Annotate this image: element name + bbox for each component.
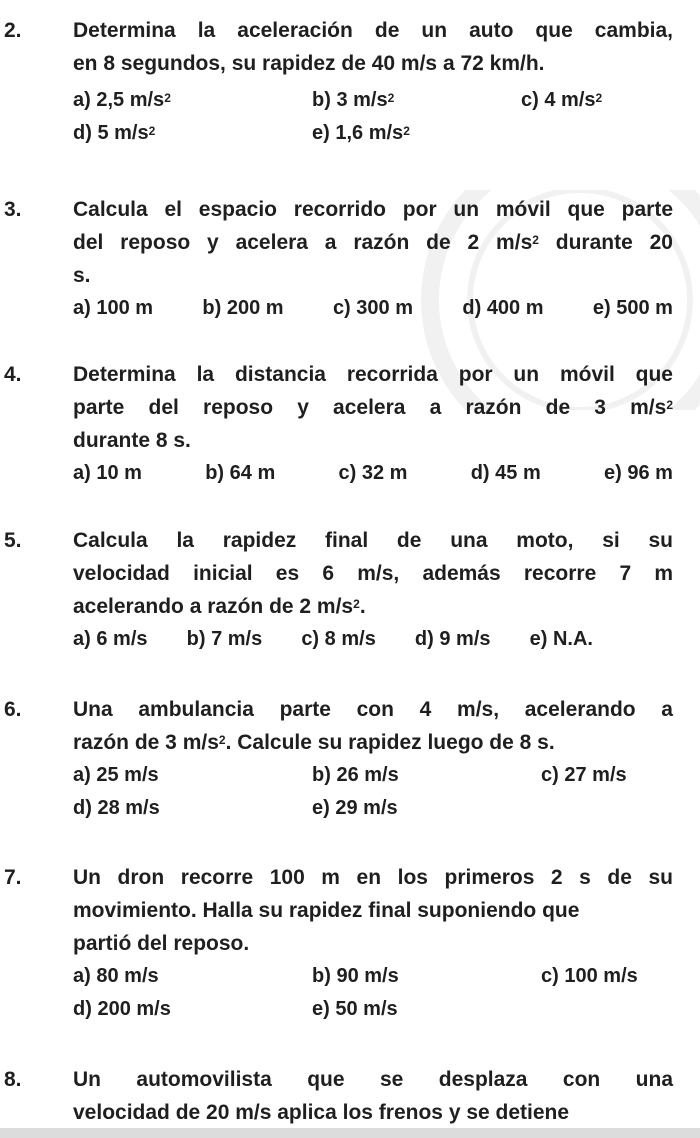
statement-line: Un dron recorre 100 m en los primeros 2 s de su <box>73 866 673 889</box>
statement-line: Calcula el espacio recorrido por un móvil que parte <box>73 198 673 221</box>
option-b[interactable]: b) 90 m/s <box>312 965 399 987</box>
option-e[interactable]: e) 96 m <box>604 462 673 484</box>
question-number: 7. <box>4 866 22 889</box>
answer-options <box>73 960 673 1026</box>
option-c[interactable]: c) 4 $m/s^2$ <box>521 89 603 111</box>
option-a[interactable]: a) 10 m <box>73 462 142 484</box>
option-c[interactable]: c) 27 m/s <box>541 764 627 786</box>
option-d[interactable]: d) 5 $m/s^2$ <box>73 122 156 144</box>
option-c[interactable]: c) 100 m/s <box>541 965 638 987</box>
option-b[interactable]: b) 7 m/s <box>186 628 263 650</box>
question-number: 3. <box>4 198 22 221</box>
option-a[interactable]: a) 80 m/s <box>73 965 159 987</box>
answer-options <box>73 759 673 825</box>
statement-line: parte del reposo y acelera a razón de 3 $m/s^2$ <box>73 396 673 419</box>
answer-options <box>73 84 673 150</box>
statement-line: Un automovilista que se desplaza con una <box>73 1068 673 1091</box>
option-e[interactable]: e) 50 m/s <box>312 998 398 1020</box>
statement-line: Calcula la rapidez final de una moto, si su <box>73 529 673 552</box>
question-statement <box>73 861 673 960</box>
answer-options <box>73 457 673 490</box>
statement-line: del reposo y acelera a razón de 2 $m/s^2$ durante 20 <box>73 231 673 254</box>
question-number: 6. <box>4 698 22 721</box>
statement-line: velocidad inicial es 6 m/s, además recorre 7 m <box>73 562 673 585</box>
statement-line: movimiento. Halla su rapidez final suponiendo que <box>73 899 580 922</box>
option-c[interactable]: c) 8 m/s <box>301 628 376 650</box>
question-number: 5. <box>4 529 22 552</box>
option-e[interactable]: e) N.A. <box>529 628 593 650</box>
option-e[interactable]: e) 29 m/s <box>312 797 398 819</box>
option-e[interactable]: e) 500 m <box>592 297 673 319</box>
statement-line: Determina la aceleración de un auto que cambia, <box>73 19 673 42</box>
statement-line: durante 8 s. <box>73 429 191 452</box>
question-statement <box>73 358 673 457</box>
option-a[interactable]: a) 6 m/s <box>73 628 148 650</box>
question-statement <box>73 1063 673 1129</box>
option-a[interactable]: a) 2,5 $m/s^2$ <box>73 89 171 111</box>
option-d[interactable]: d) 28 m/s <box>73 797 160 819</box>
option-d[interactable]: d) 400 m <box>462 297 544 319</box>
question-statement <box>73 14 673 80</box>
question-statement <box>73 693 673 759</box>
option-c[interactable]: c) 32 m <box>338 462 408 484</box>
option-b[interactable]: b) 26 m/s <box>312 764 399 786</box>
statement-line: Una ambulancia parte con 4 m/s, acelerando a <box>73 698 673 721</box>
option-c[interactable]: c) 300 m <box>332 297 414 319</box>
answer-options <box>73 623 673 656</box>
page-bottom-edge <box>0 1128 700 1138</box>
statement-line: razón de 3 $m/s^2$. Calcule su rapidez luego de 8 s. <box>73 731 555 754</box>
statement-line: partió del reposo. <box>73 932 250 955</box>
statement-line: s. <box>73 264 91 287</box>
question-statement <box>73 193 673 292</box>
option-d[interactable]: d) 200 m/s <box>73 998 171 1020</box>
statement-line: acelerando a razón de 2 $m/s^2$. <box>73 595 366 618</box>
option-b[interactable]: b) 200 m <box>202 297 284 319</box>
option-a[interactable]: a) 25 m/s <box>73 764 159 786</box>
option-b[interactable]: b) 3 $m/s^2$ <box>312 89 395 111</box>
question-number: 2. <box>4 19 22 42</box>
answer-options <box>73 292 673 325</box>
option-a[interactable]: a) 100 m <box>73 297 154 319</box>
statement-line: en 8 segundos, su rapidez de 40 m/s a 72 km/h. <box>73 52 545 75</box>
option-e[interactable]: e) 1,6 $m/s^2$ <box>312 122 410 144</box>
statement-line: Determina la distancia recorrida por un móvil que <box>73 363 673 386</box>
option-b[interactable]: b) 64 m <box>205 462 276 484</box>
statement-line: velocidad de 20 m/s aplica los frenos y se detiene <box>73 1101 570 1124</box>
question-statement <box>73 524 673 623</box>
question-number: 4. <box>4 363 22 386</box>
option-d[interactable]: d) 9 m/s <box>414 628 491 650</box>
question-number: 8. <box>4 1068 22 1091</box>
option-d[interactable]: d) 45 m <box>470 462 541 484</box>
